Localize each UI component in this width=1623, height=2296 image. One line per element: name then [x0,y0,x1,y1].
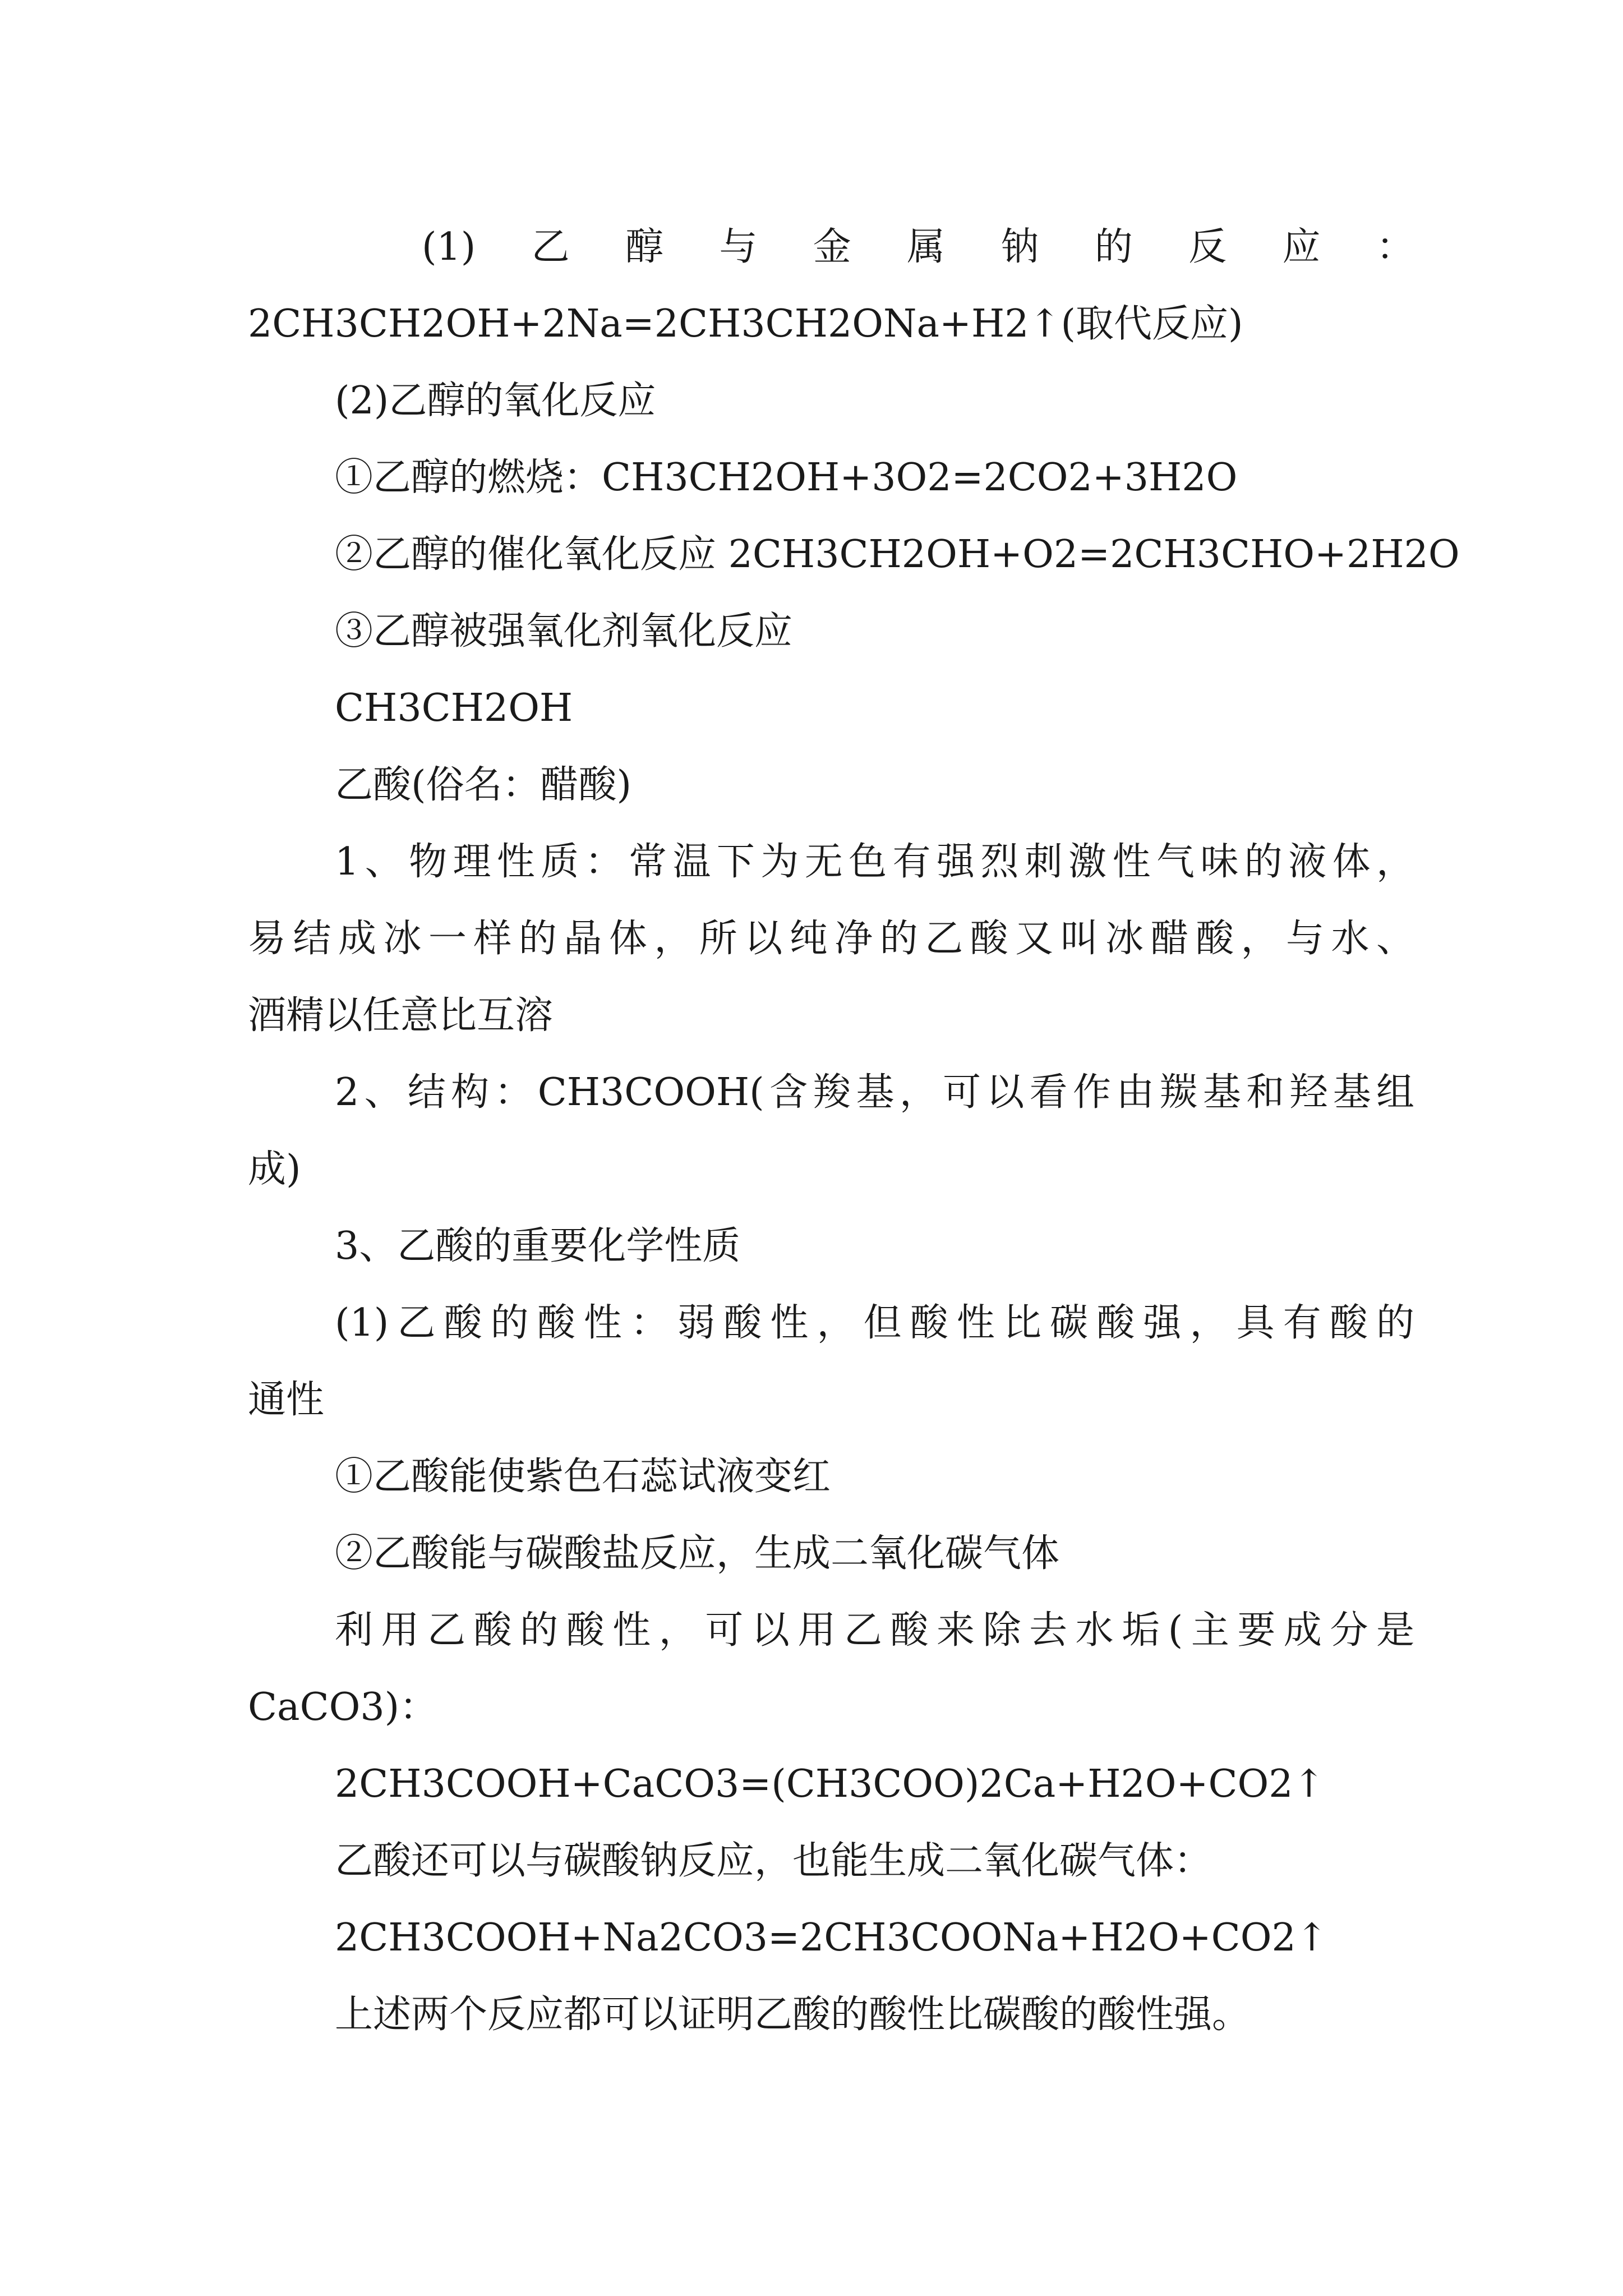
formula-ethanol: CH3CH2OH [335,686,573,730]
line1-part: 反 [1188,225,1227,269]
equation-acetic-acid-calcium-carbonate: 2CH3COOH+CaCO3=(CH3COO)2Ca+H2O+CO2↑ [335,1762,1325,1806]
line1-part: (1) [422,225,476,269]
line1-part: 的 [1094,225,1133,269]
line1-part: 醇 [625,225,664,269]
line1-part: 金 [813,225,851,269]
line1-part: ： [1376,225,1414,269]
heading-acetic-acid: 乙酸(俗名：醋酸) [335,763,632,807]
paragraph-structure-line1: 2、结构：CH3COOH(含羧基，可以看作由羰基和羟基组 [335,1070,1414,1115]
paragraph-physical-properties-line2: 易结成冰一样的晶体，所以纯净的乙酸又叫冰醋酸，与水、 [248,917,1414,961]
heading-acetic-acid-chemical-properties: 3、乙酸的重要化学性质 [335,1224,741,1268]
paragraph-acidity-line1: (1)乙酸的酸性：弱酸性，但酸性比碳酸强，具有酸的 [335,1301,1414,1345]
item-carbonate-reaction: ②乙酸能与碳酸盐反应，生成二氧化碳气体 [335,1531,1060,1576]
item-ethanol-strong-oxidant: ③乙醇被强氧化剂氧化反应 [335,609,793,654]
paragraph-scale-removal-line2: CaCO3)： [248,1685,438,1729]
paragraph-physical-properties-line1: 1、物理性质：常温下为无色有强烈刺激性气味的液体， [335,840,1414,884]
line1-part: 应 [1282,225,1321,269]
item-ethanol-combustion: ①乙醇的燃烧：CH3CH2OH+3O2=2CO2+3H2O [335,455,1238,500]
item-ethanol-catalytic-oxidation: ②乙醇的催化氧化反应 2CH3CH2OH+O2=2CH3CHO+2H2O [335,532,1460,577]
heading-ethanol-sodium-reaction [248,209,1414,286]
paragraph-structure-line2: 成) [248,1147,301,1191]
document-body [248,209,1460,2053]
paragraph-scale-removal-line1: 利用乙酸的酸性，可以用乙酸来除去水垢(主要成分是 [335,1608,1414,1653]
item-litmus-test: ①乙酸能使紫色石蕊试液变红 [335,1455,831,1499]
equation-ethanol-sodium: 2CH3CH2OH+2Na=2CH3CH2ONa+H2↑(取代反应) [248,302,1243,346]
equation-acetic-acid-sodium-carbonate: 2CH3COOH+Na2CO3=2CH3COONa+H2O+CO2↑ [335,1916,1328,1960]
line1-part: 属 [907,225,946,269]
heading-ethanol-oxidation: (2)乙醇的氧化反应 [335,379,656,423]
line1-part: 乙 [531,225,570,269]
paragraph-conclusion: 上述两个反应都可以证明乙酸的酸性比碳酸的酸性强。 [335,1993,1251,2037]
paragraph-acidity-line2: 通性 [248,1378,325,1422]
paragraph-sodium-carbonate: 乙酸还可以与碳酸钠反应，也能生成二氧化碳气体： [335,1839,1212,1883]
line1-part: 钠 [1000,225,1039,269]
line1-part: 与 [719,225,758,269]
paragraph-physical-properties-line3: 酒精以任意比互溶 [248,993,554,1038]
